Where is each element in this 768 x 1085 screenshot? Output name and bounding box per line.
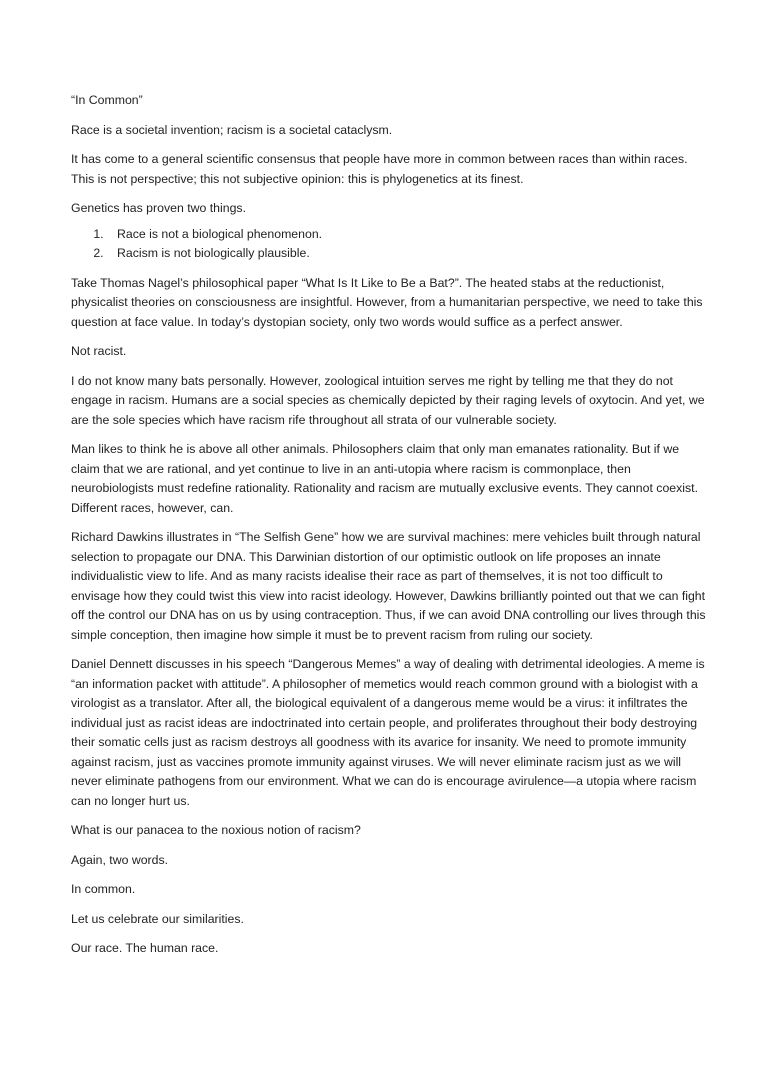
document-body (71, 91, 711, 969)
paragraph: It has come to a general scientific consensus that people have more in common between races than within races. This is not perspective; this not subjective opinion: this is phylogenetics at its finest. (71, 152, 688, 186)
paragraph: Our race. The human race. (71, 941, 219, 955)
list-item: 1. Race is not a biological phenomenon. (107, 225, 711, 245)
paragraph: Race is a societal invention; racism is a societal cataclysm. (71, 122, 393, 137)
paragraph: Genetics has proven two things. (71, 201, 246, 215)
paragraph: Not racist. (71, 344, 127, 358)
paragraph: Daniel Dennett discusses in his speech “Dangerous Memes” a way of dealing with detrimental ideologies. A meme is “an information packet with attitude”. A philosopher of memetics would reach common ground with a biologist with a virologist as a translator. After all, the biological equivalent of a dangerous meme would be a virus: it infiltrates the individual just as racist ideas are indoctrinated into certain people, and proliferates throughout their body destroying their somatic cells just as racism destroys all goodness with its avarice for insanity. We need to promote immunity against racism, just as vaccines promote immunity against viruses. We will never eliminate racism just as we will never eliminate pathogens from our environment. What we can do is encourage avirulence—a utopia where racism can no longer hurt us. (71, 657, 705, 808)
paragraph: What is our panacea to the noxious notion of racism? (71, 823, 361, 837)
paragraph: Take Thomas Nagel’s philosophical paper “What Is It Like to Be a Bat?”. The heated stabs at the reductionist, physicalist theories on consciousness are insightful. However, from a humanitarian perspective, we need to take this question at face value. In today’s dystopian society, only two words would suffice as a perfect answer. (71, 275, 703, 329)
paragraph: Let us celebrate our similarities. (71, 911, 244, 926)
paragraph: In common. (71, 882, 136, 896)
paragraph: Richard Dawkins illustrates in “The Selfish Gene” how we are survival machines: mere vehicles built through natural selection to propagate our DNA. This Darwinian distortion of our optimistic outlook on life proposes an innate individualistic view to life. And as many racists idealise their race as part of themselves, it is not too difficult to envisage how they could twist this view into racist ideology. However, Dawkins brilliantly pointed out that we can fight off the control our DNA has on us by using contraception. Thus, if we can avoid DNA controlling our lives through this simple conception, then imagine how simple it must be to prevent racism from ruling our society. (71, 530, 706, 642)
numbered-list (71, 225, 711, 264)
paragraph: Man likes to think he is above all other animals. Philosophers claim that only man emanates rationality. But if we claim that we are rational, and yet continue to live in an anti-utopia where racism is commonplace, then neurobiologists must redefine rationality. Rationality and racism are mutually exclusive events. They cannot coexist. Different races, however, can. (71, 442, 698, 515)
list-item: 2. Racism is not biologically plausible. (107, 244, 711, 264)
paragraph: I do not know many bats personally. However, zoological intuition serves me right by telling me that they do not engage in racism. Humans are a social species as chemically depicted by their raging levels of oxytocin. And yet, we are the sole species which have racism rife throughout all strata of our vulnerable society. (71, 373, 705, 427)
document-title: “In Common” (71, 93, 143, 107)
paragraph: Again, two words. (71, 852, 169, 867)
